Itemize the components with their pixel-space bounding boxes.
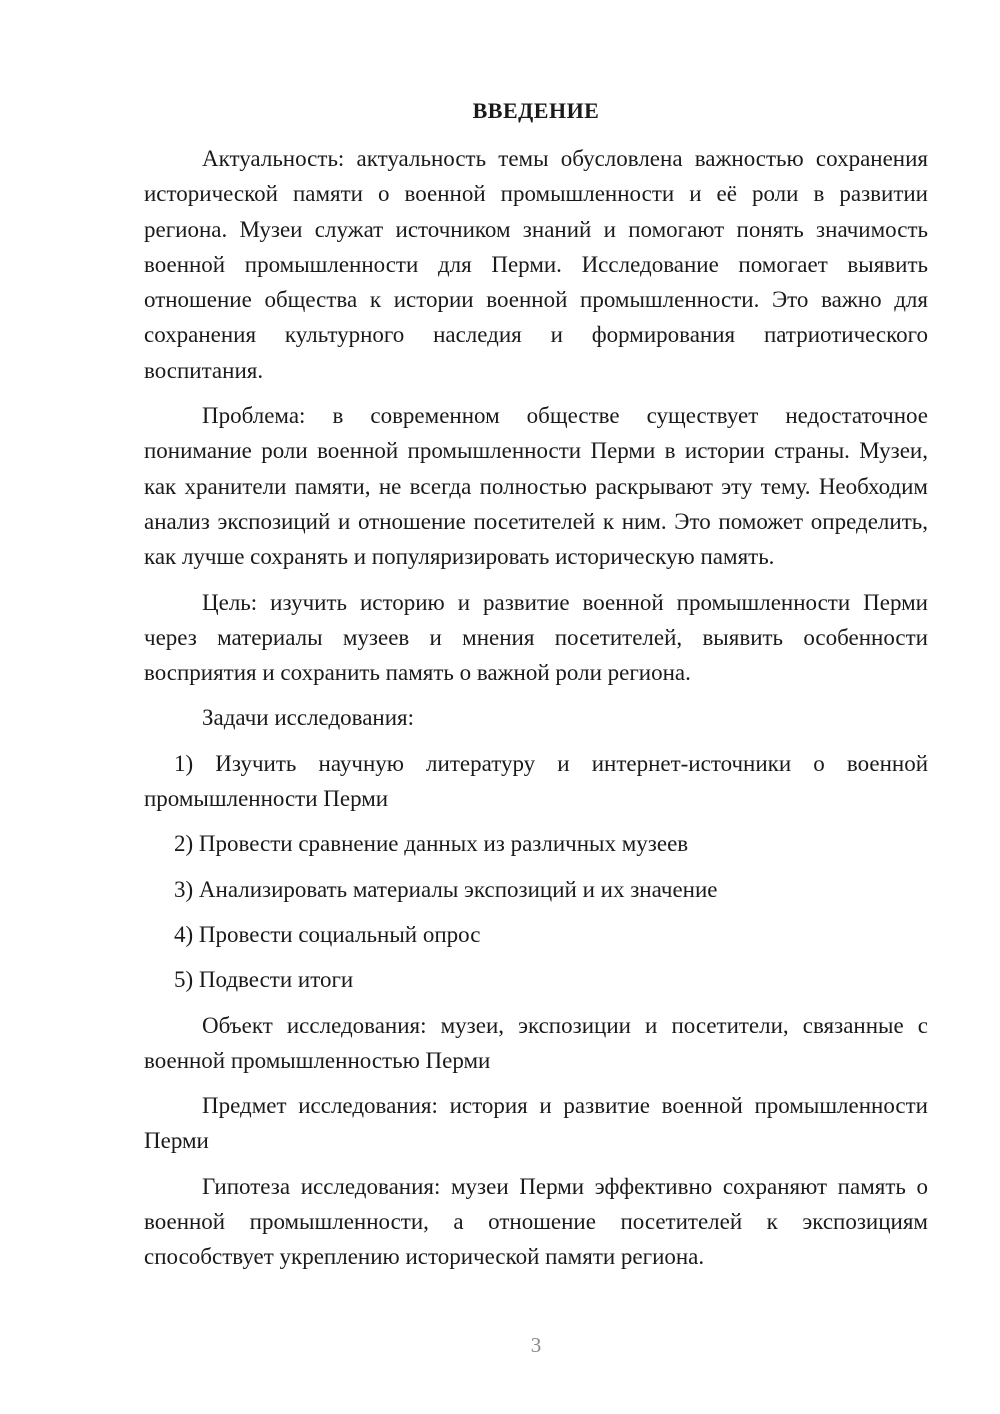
paragraph-goal: Цель: изучить историю и развитие военной промышленности Перми через материалы музеев и мнения посетителей, выявить особенности восприятия и сохранить память о важной роли региона. <box>144 589 928 686</box>
paragraph-relevance: Актуальность: актуальность темы обусловлена важностью сохранения исторической памяти о военной промышленности и её роли в развитии региона. Музеи служат источником знаний и помогают понять значимость военной промышленности для Перми. Исследование помогает выявить отношение общества к истории военной промышленности. Это важно для сохранения культурного наследия и формирования патриотического воспитания. <box>144 146 928 383</box>
page-number: 3 <box>530 1333 542 1357</box>
task-item-2: 2) Провести сравнение данных из различных музеев <box>174 831 689 857</box>
task-item-5: 5) Подвести итоги <box>174 967 354 993</box>
paragraph-problem: Проблема: в современном обществе существует недостаточное понимание роли военной промышленности Перми в истории страны. Музеи, как хранители памяти, не всегда полностью раскрывают эту тему. Необходим анализ экспозиций и отношение посетителей к ним. Это поможет определить, как лучше сохранять и популяризировать историческую память. <box>144 403 928 570</box>
task-item-1: 1) Изучить научную литературу и интернет-источники о военной промышленности Перми <box>144 750 928 812</box>
document-body <box>144 141 928 1285</box>
paragraph-hypothesis: Гипотеза исследования: музеи Перми эффективно сохраняют память о военной промышленности, а отношение посетителей к экспозициям способствует укреплению исторической памяти региона. <box>144 1173 928 1270</box>
task-item-4: 4) Провести социальный опрос <box>174 921 481 947</box>
task-item-3: 3) Анализировать материалы экспозиций и их значение <box>174 876 718 902</box>
tasks-heading: Задачи исследования: <box>202 705 415 731</box>
paragraph-subject: Предмет исследования: история и развитие военной промышленности Перми <box>144 1093 928 1154</box>
paragraph-object: Объект исследования: музеи, экспозиции и посетители, связанные с военной промышленностью Перми <box>144 1012 928 1073</box>
page-title: ВВЕДЕНИЕ <box>472 98 600 123</box>
